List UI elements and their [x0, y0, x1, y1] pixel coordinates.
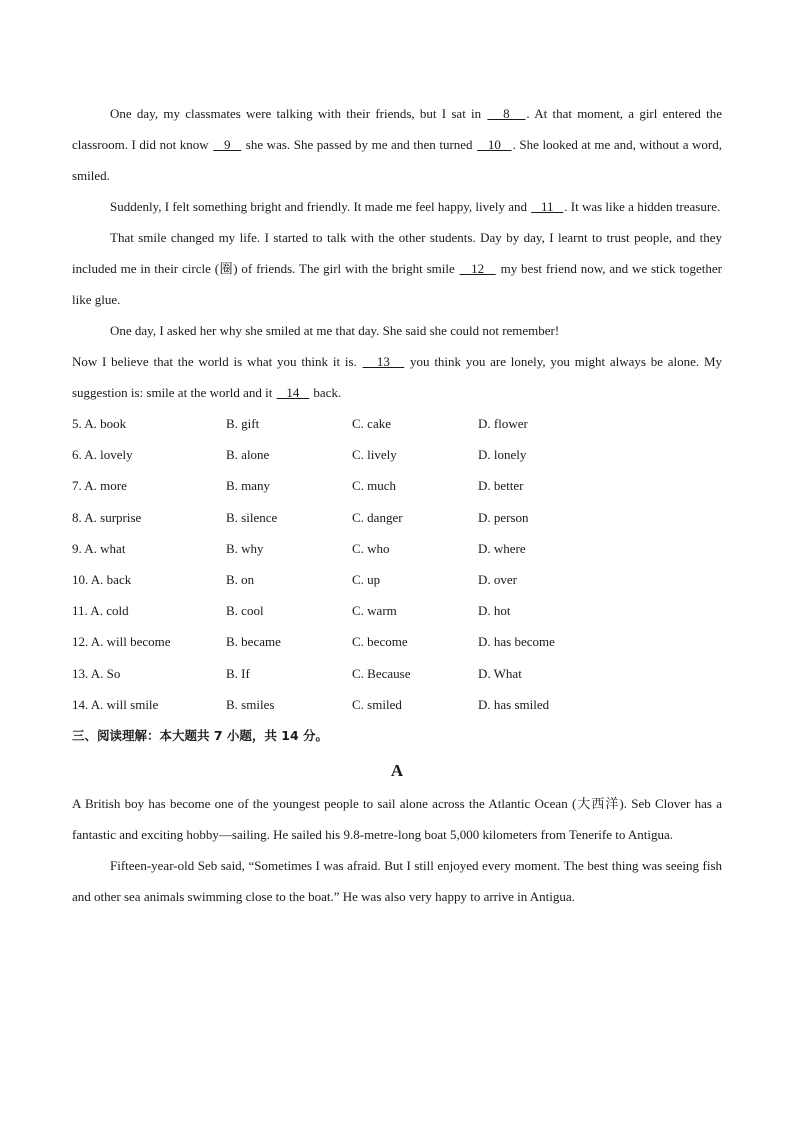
passage-text: One day, my classmates were talking with their friends, but I sat in: [110, 106, 487, 121]
reading-paragraph-2: Fifteen-year-old Seb said, “Sometimes I was afraid. But I still enjoyed every moment. The best thing was seeing fish and other sea animals swimming close to the boat.” He was also very happy to arrive in Antigua.: [72, 857, 722, 904]
reading-paragraph-1: A British boy has become one of the youngest people to sail alone across the Atlantic Ocean (大西洋). Seb Clover has a fantastic and exciting hobby—sailing. He sailed his 9.8-metre-long boat 5,000 kilometers from Tenerife to Antigua.: [72, 795, 722, 842]
option-d: D. where: [478, 540, 526, 556]
option-d: D. lonely: [478, 447, 527, 463]
question-option-a: 13. A. So: [72, 665, 121, 681]
passage-text: One day, I asked her why she smiled at me that day. She said she could not remember!: [110, 323, 560, 338]
question-row: [72, 408, 722, 439]
cloze-paragraph-2: [72, 191, 722, 222]
option-b: B. If: [226, 665, 250, 681]
options-list: [72, 408, 722, 720]
passage-text: That smile changed my life. I started to talk with the other students. Day by day, I learnt to trust people, and they included me in their circle (圈) of friends. The girl with the bright smile: [72, 230, 722, 276]
question-option-a: 9. A. what: [72, 540, 126, 556]
option-c: C. who: [352, 540, 390, 556]
cloze-paragraph-1: [72, 98, 722, 191]
option-d: D. has become: [478, 634, 555, 650]
question-option-a: 14. A. will smile: [72, 696, 159, 712]
answer-blank: 12: [459, 261, 496, 276]
option-b: B. on: [226, 571, 255, 587]
answer-blank: 10: [477, 137, 512, 152]
reading-title: A: [390, 760, 404, 780]
question-option-a: 11. A. cold: [72, 603, 129, 619]
option-c: C. smiled: [352, 696, 402, 712]
question-option-a: 10. A. back: [72, 571, 132, 587]
cloze-paragraph-5: [72, 346, 722, 408]
question-option-a: 5. A. book: [72, 416, 127, 431]
option-d: D. over: [478, 571, 517, 587]
question-option-a: 7. A. more: [72, 478, 127, 494]
question-row: [72, 470, 722, 501]
question-option-a: 12. A. will become: [72, 634, 171, 650]
option-c: C. lively: [352, 447, 397, 463]
passage-text: Suddenly, I felt something bright and friendly. It made me feel happy, lively and: [110, 199, 531, 214]
cloze-paragraph-3: [72, 222, 722, 315]
option-b: B. why: [226, 540, 264, 556]
answer-blank: 11: [531, 199, 564, 214]
option-b: B. cool: [226, 603, 264, 619]
passage-text: Now I believe that the world is what you think it is.: [72, 354, 362, 369]
question-option-a: 6. A. lovely: [72, 447, 133, 463]
passage-text: . It was like a hidden treasure.: [564, 199, 721, 214]
question-row: [72, 689, 722, 720]
option-c: C. Because: [352, 665, 411, 681]
option-b: B. silence: [226, 509, 278, 525]
option-d: D. flower: [478, 416, 528, 431]
option-d: D. What: [478, 665, 522, 681]
question-row: [72, 564, 722, 595]
question-row: [72, 439, 722, 470]
option-c: C. much: [352, 478, 397, 494]
option-c: C. cake: [352, 416, 391, 431]
question-row: [72, 658, 722, 689]
answer-blank: 13: [362, 354, 405, 369]
passage-text: . She looked at me and, without a word, smiled.: [72, 137, 723, 183]
option-c: C. become: [352, 634, 408, 650]
option-c: C. danger: [352, 509, 403, 525]
passage-text: my best friend now, and we stick together like glue.: [72, 261, 722, 307]
answer-blank: 9: [213, 137, 242, 152]
cloze-paragraph-4: [72, 315, 722, 346]
answer-blank: 8: [487, 106, 526, 121]
passage-text: back.: [310, 385, 342, 400]
question-row: [72, 626, 722, 657]
option-c: C. up: [352, 571, 381, 587]
question-row: [72, 595, 722, 626]
passage-text: you think you are lonely, you might always be alone. My suggestion is: smile at the world and it: [72, 354, 723, 400]
option-b: B. became: [226, 634, 281, 650]
answer-blank: 14: [276, 385, 310, 400]
question-option-a: 8. A. surprise: [72, 509, 142, 525]
option-d: D. better: [478, 478, 524, 494]
option-b: B. smiles: [226, 696, 275, 712]
question-row: [72, 533, 722, 564]
passage-text: . At that moment, a girl entered the classroom. I did not know: [72, 106, 723, 152]
passage-text: she was. She passed by me and then turned: [242, 137, 477, 152]
section-heading: 三、阅读理解：本大题共 7 小题，共 14 分。: [72, 727, 329, 743]
option-b: B. many: [226, 478, 271, 494]
option-d: D. hot: [478, 603, 511, 619]
option-d: D. person: [478, 509, 529, 525]
option-b: B. gift: [226, 416, 260, 431]
question-row: [72, 502, 722, 533]
option-b: B. alone: [226, 447, 270, 463]
document-page: [72, 98, 722, 912]
option-d: D. has smiled: [478, 696, 550, 712]
option-c: C. warm: [352, 603, 397, 619]
